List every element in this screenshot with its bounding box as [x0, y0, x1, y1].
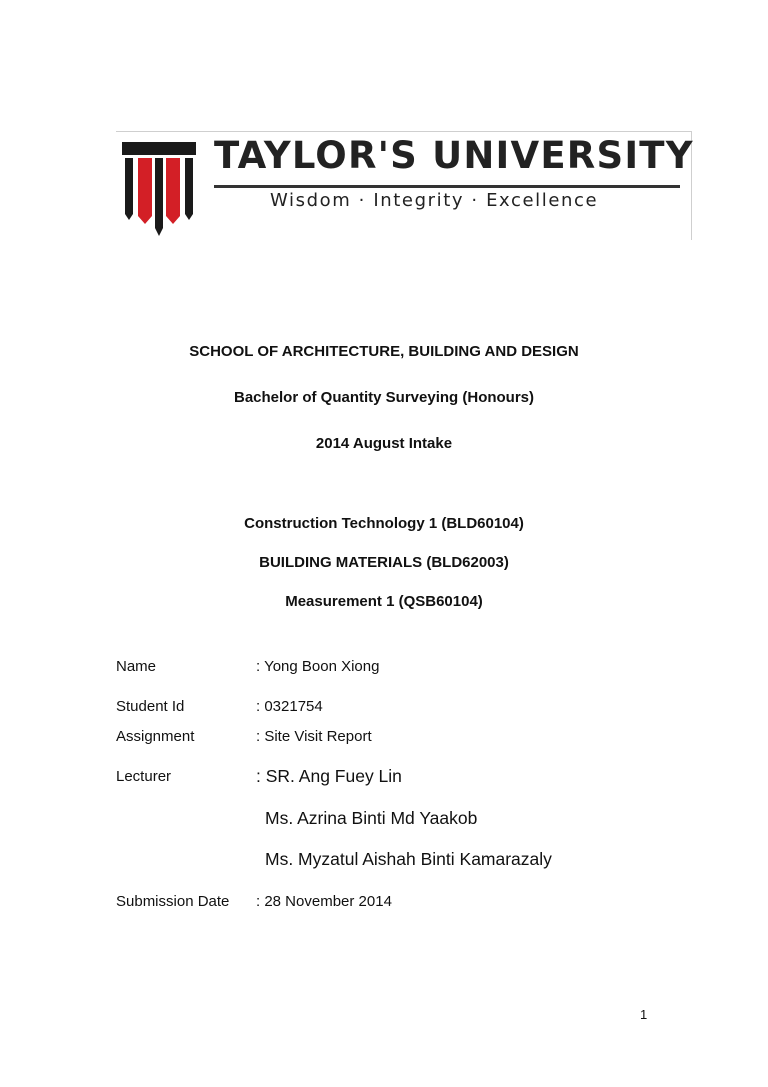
name-label: Name — [116, 658, 157, 675]
assignment-value: : Site Visit Report — [256, 728, 372, 745]
name-value: : Yong Boon Xiong — [256, 658, 380, 675]
lecturer-label: Lecturer — [116, 768, 172, 785]
page-number: 1 — [640, 1007, 648, 1022]
assignment-label: Assignment — [116, 728, 195, 745]
university-name: TAYLOR'S UNIVERSITY — [214, 134, 694, 177]
student-id-value: : 0321754 — [256, 698, 323, 715]
submission-label: Submission Date — [116, 893, 230, 910]
lecturer-extra: Ms. Azrina Binti Md Yaakob — [265, 808, 478, 828]
emblem-center-pillar — [155, 158, 163, 236]
emblem-left-pillar — [125, 158, 133, 220]
university-logo — [116, 131, 692, 240]
subject-line: BUILDING MATERIALS (BLD62003) — [259, 554, 509, 571]
subject-line: Construction Technology 1 (BLD60104) — [244, 515, 524, 532]
logo-divider — [214, 185, 680, 188]
emblem-top-bar — [122, 142, 196, 155]
emblem-red-right — [166, 158, 180, 224]
school-title: SCHOOL OF ARCHITECTURE, BUILDING AND DESIGN — [189, 343, 579, 360]
subject-line: Measurement 1 (QSB60104) — [285, 593, 483, 610]
submission-value: : 28 November 2014 — [256, 893, 392, 910]
university-tagline: Wisdom · Integrity · Excellence — [270, 190, 599, 211]
student-id-label: Student Id — [116, 698, 185, 715]
emblem-right-pillar — [185, 158, 193, 220]
emblem-red-left — [138, 158, 152, 224]
programme-title: Bachelor of Quantity Surveying (Honours) — [233, 389, 535, 406]
university-emblem-icon — [122, 142, 196, 238]
lecturer-extra: Ms. Myzatul Aishah Binti Kamarazaly — [265, 849, 552, 869]
intake-title: 2014 August Intake — [315, 435, 453, 452]
lecturer-value: : SR. Ang Fuey Lin — [256, 766, 402, 786]
